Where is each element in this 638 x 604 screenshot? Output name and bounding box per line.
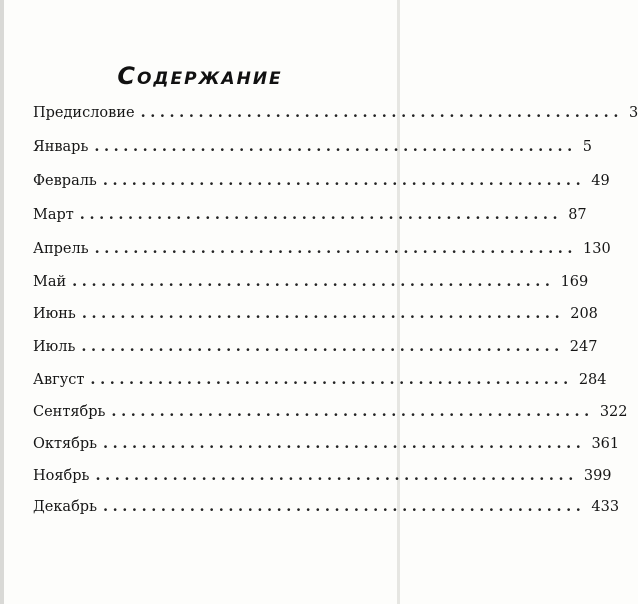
- toc-dot-leader: ..................................................: [90, 371, 573, 388]
- toc-entry-label: Июль: [33, 339, 76, 355]
- toc-dot-leader: ..................................................: [81, 305, 565, 322]
- toc-entry-label: Август: [33, 372, 85, 388]
- toc-entry-page: 361: [591, 436, 620, 452]
- toc-entry: [33, 369, 607, 391]
- toc-dot-leader: ..................................................: [103, 435, 586, 452]
- toc-dot-leader: ..................................................: [102, 172, 586, 189]
- toc-entry-label: Сентябрь: [33, 404, 106, 420]
- toc-entry-label: Ноябрь: [33, 468, 90, 484]
- page-title: Содержание: [117, 62, 283, 90]
- toc-entry-label: Предисловие: [33, 105, 135, 121]
- toc-dot-leader: ..................................................: [95, 467, 578, 484]
- toc-dot-leader: ..................................................: [72, 273, 555, 290]
- toc-entry-page: 208: [570, 306, 598, 322]
- toc-entry-page: 433: [591, 499, 620, 515]
- toc-dot-leader: ..................................................: [94, 138, 577, 155]
- toc-entry-page: 284: [578, 372, 607, 388]
- toc-entry: [33, 170, 610, 192]
- toc-entry-page: 87: [568, 207, 587, 223]
- toc-entry: [33, 433, 620, 455]
- toc-entry-page: 3: [628, 105, 638, 121]
- toc-entry-page: 399: [583, 468, 612, 484]
- toc-entry-label: Октябрь: [33, 436, 98, 452]
- toc-entry-label: Март: [33, 207, 74, 223]
- toc-entry-page: 169: [560, 274, 589, 290]
- toc-entry-page: 247: [569, 339, 598, 355]
- toc-entry-page: 130: [583, 241, 611, 257]
- toc-entry: [33, 102, 638, 124]
- toc-entry-label: Декабрь: [33, 499, 97, 515]
- toc-entry: [33, 303, 598, 325]
- toc-dot-leader: ..................................................: [111, 403, 594, 420]
- toc-dot-leader: ..................................................: [81, 338, 564, 355]
- toc-entry-page: 322: [599, 404, 628, 420]
- toc-entry-label: Январь: [33, 139, 89, 155]
- toc-entry: [33, 136, 592, 158]
- toc-entry-label: Май: [33, 274, 67, 290]
- toc-entry: [33, 271, 589, 293]
- toc-entry: [33, 204, 587, 226]
- toc-dot-leader: ..................................................: [79, 206, 563, 223]
- toc-entry: [33, 401, 628, 423]
- toc-dot-leader: ..................................................: [102, 498, 586, 515]
- toc-entry: [33, 238, 611, 260]
- toc-dot-leader: ..................................................: [140, 104, 623, 121]
- toc-entry-label: Июнь: [33, 306, 76, 322]
- toc-entry: [33, 465, 612, 487]
- toc-entry-page: 5: [582, 139, 592, 155]
- toc-entry: [33, 336, 598, 358]
- toc-entry-page: 49: [591, 173, 610, 189]
- toc-entry: [33, 496, 620, 518]
- toc-dot-leader: ..................................................: [94, 240, 578, 257]
- toc-entry-label: Апрель: [33, 241, 89, 257]
- toc-entry-label: Февраль: [33, 173, 97, 189]
